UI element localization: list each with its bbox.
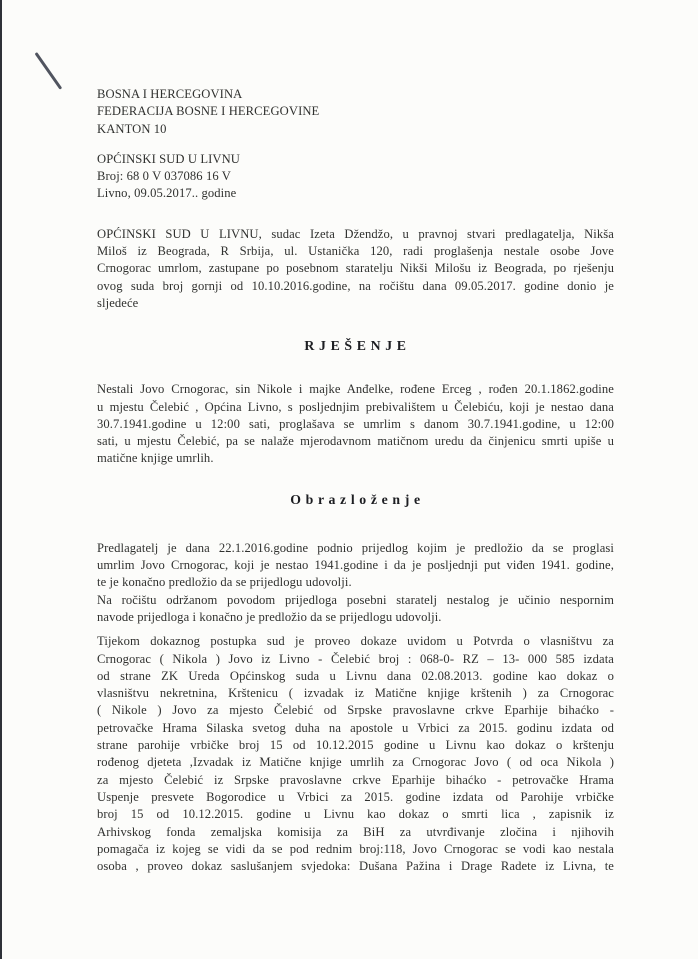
text-line: sati, u mjestu Čelebić, pa se nalaže mjerodavnom matičnom uredu da činjenicu smrti upiše u [97,434,614,449]
reasoning-heading: O b r a z l o ž e n j e [290,491,421,507]
text-line: Tijekom dokaznog postupka sud je proveo dokaze uvidom u Potvrda o vlasništvu za [97,634,614,649]
text-line: Uspenje presvete Bogorodice u Vrbici za 2015. godine izdata od Parohije vrbičke [97,789,614,804]
text-line: petrovačke Hrama Silaska svetog duha na apostole u Vrbici za 2015. godinu izdata od [97,720,614,735]
ruling-paragraph [97,381,614,467]
text-line: rođenog djeteta ,Izvadak iz Matične knjige umrlih za Crnogorac Jovo ( od oca Nikola ) [97,755,614,770]
text-line: Nestali Jovo Crnogorac, sin Nikole i majke Anđelke, rođene Erceg , rođen 20.1.1862.godine [97,382,614,397]
text-line: ( Nikole ) Jovo za mjesto Čelebić od Srpske pravoslavne crkve Eparhije bihaćko - [97,703,614,718]
text-line: Miloš iz Beograda, R Srbija, ul. Ustanička 120, radi proglašenja nestale osobe Jove [97,244,614,259]
text-line: Arhivskog fonda zemaljska komisija za BiH za utvrđivanje zločina i njihovih [97,824,614,839]
text-line: navode prijedloga i konačno je predložio da se prijedlogu udovolji. [97,609,442,624]
evidence-paragraph [97,633,614,875]
text-line: Predlagatelj je dana 22.1.2016.godine podnio prijedlog kojim je predložio da se proglasi [97,540,614,555]
text-line: ovog suda broj gornji od 10.10.2016.godine, na ročištu dana 09.05.2017. godine donio je [97,278,614,293]
text-line: Broj: 68 0 V 037086 16 V [97,169,231,184]
ruling-heading: R J E Š E N J E [304,338,407,354]
document-content [97,86,614,875]
scan-edge-artifact [0,0,2,959]
text-line: Crnogorac ( Nikola ) Jovo iz Livno - Čelebić broj : 068-0- RZ – 13- 000 585 izdata [97,651,614,666]
text-line: KANTON 10 [97,121,167,136]
text-line: od strane ZK Ureda Općinskog suda u Livnu dana 02.08.2013. godine kao dokaz o [97,668,614,683]
text-line: Na ročištu održanom povodom prijedloga posebni staratelj nestalog je učinio nespornim [97,592,614,607]
text-line: BOSNA I HERCEGOVINA [97,87,243,101]
text-line: matične knjige umrlih. [97,451,214,466]
text-line: Crnogorac umrlom, zastupane po posebnom staratelju Nikši Milošu iz Beograda, po rješenju [97,261,614,276]
pen-mark-artifact [35,52,62,90]
reasoning-paragraph-1 [97,540,614,592]
text-line: OPĆINSKI SUD U LIVNU, sudac Izeta Džendžo, u pravnoj stvari predlagatelja, Nikša [97,226,614,241]
text-line: osoba , proveo dokaz saslušanjem svjedoka: Dušana Pažina i Drage Radete iz Livna, te [97,859,614,874]
text-line: umrlim Jovo Crnogorac, koji je nestao 1941.godine i da je posljednji put viđen 1941. godine, [97,558,614,573]
text-line: za mjesto Čelebić iz Srpske pravoslavne crkve Eparhije bihaćko - petrovačke Hrama [97,772,614,787]
text-line: broj 15 od 10.12.2015. godine u Livnu kao dokaz o smrti lica , zapisnik iz [97,807,614,822]
text-line: sljedeće [97,295,139,310]
text-line: 30.7.1941.godine u 12:00 sati, proglašava se umrlim s danom 30.7.1941.godine, u 12:00 [97,416,614,431]
court-case-number-block [97,151,614,203]
text-line: FEDERACIJA BOSNE I HERCEGOVINE [97,104,320,119]
text-line: te je konačno predložio da se prijedlogu udovolji. [97,575,352,590]
text-line: OPĆINSKI SUD U LIVNU [97,151,240,166]
reasoning-paragraph-2 [97,592,614,627]
text-line: vlasništvu nekretnina, Krštenicu ( izvadak iz Matične knjige krštenih ) za Crnogorac [97,686,614,701]
text-line: strane parohije vrbičke broj 15 od 10.12.2015 godine u Livnu kao dokaz o krštenju [97,738,614,753]
text-line: Livno, 09.05.2017.. godine [97,186,237,201]
intro-paragraph [97,226,614,312]
text-line: u mjestu Čelebić , Općina Livno, s posljednjim prebivalištem u Čelebiću, koji je nestao dana [97,399,614,414]
state-header-block [97,86,614,138]
text-line: pomagača iz kojeg se vidi da se pod rednim broj:118, Jovo Crnogorac se vodi kao nestala [97,841,614,856]
